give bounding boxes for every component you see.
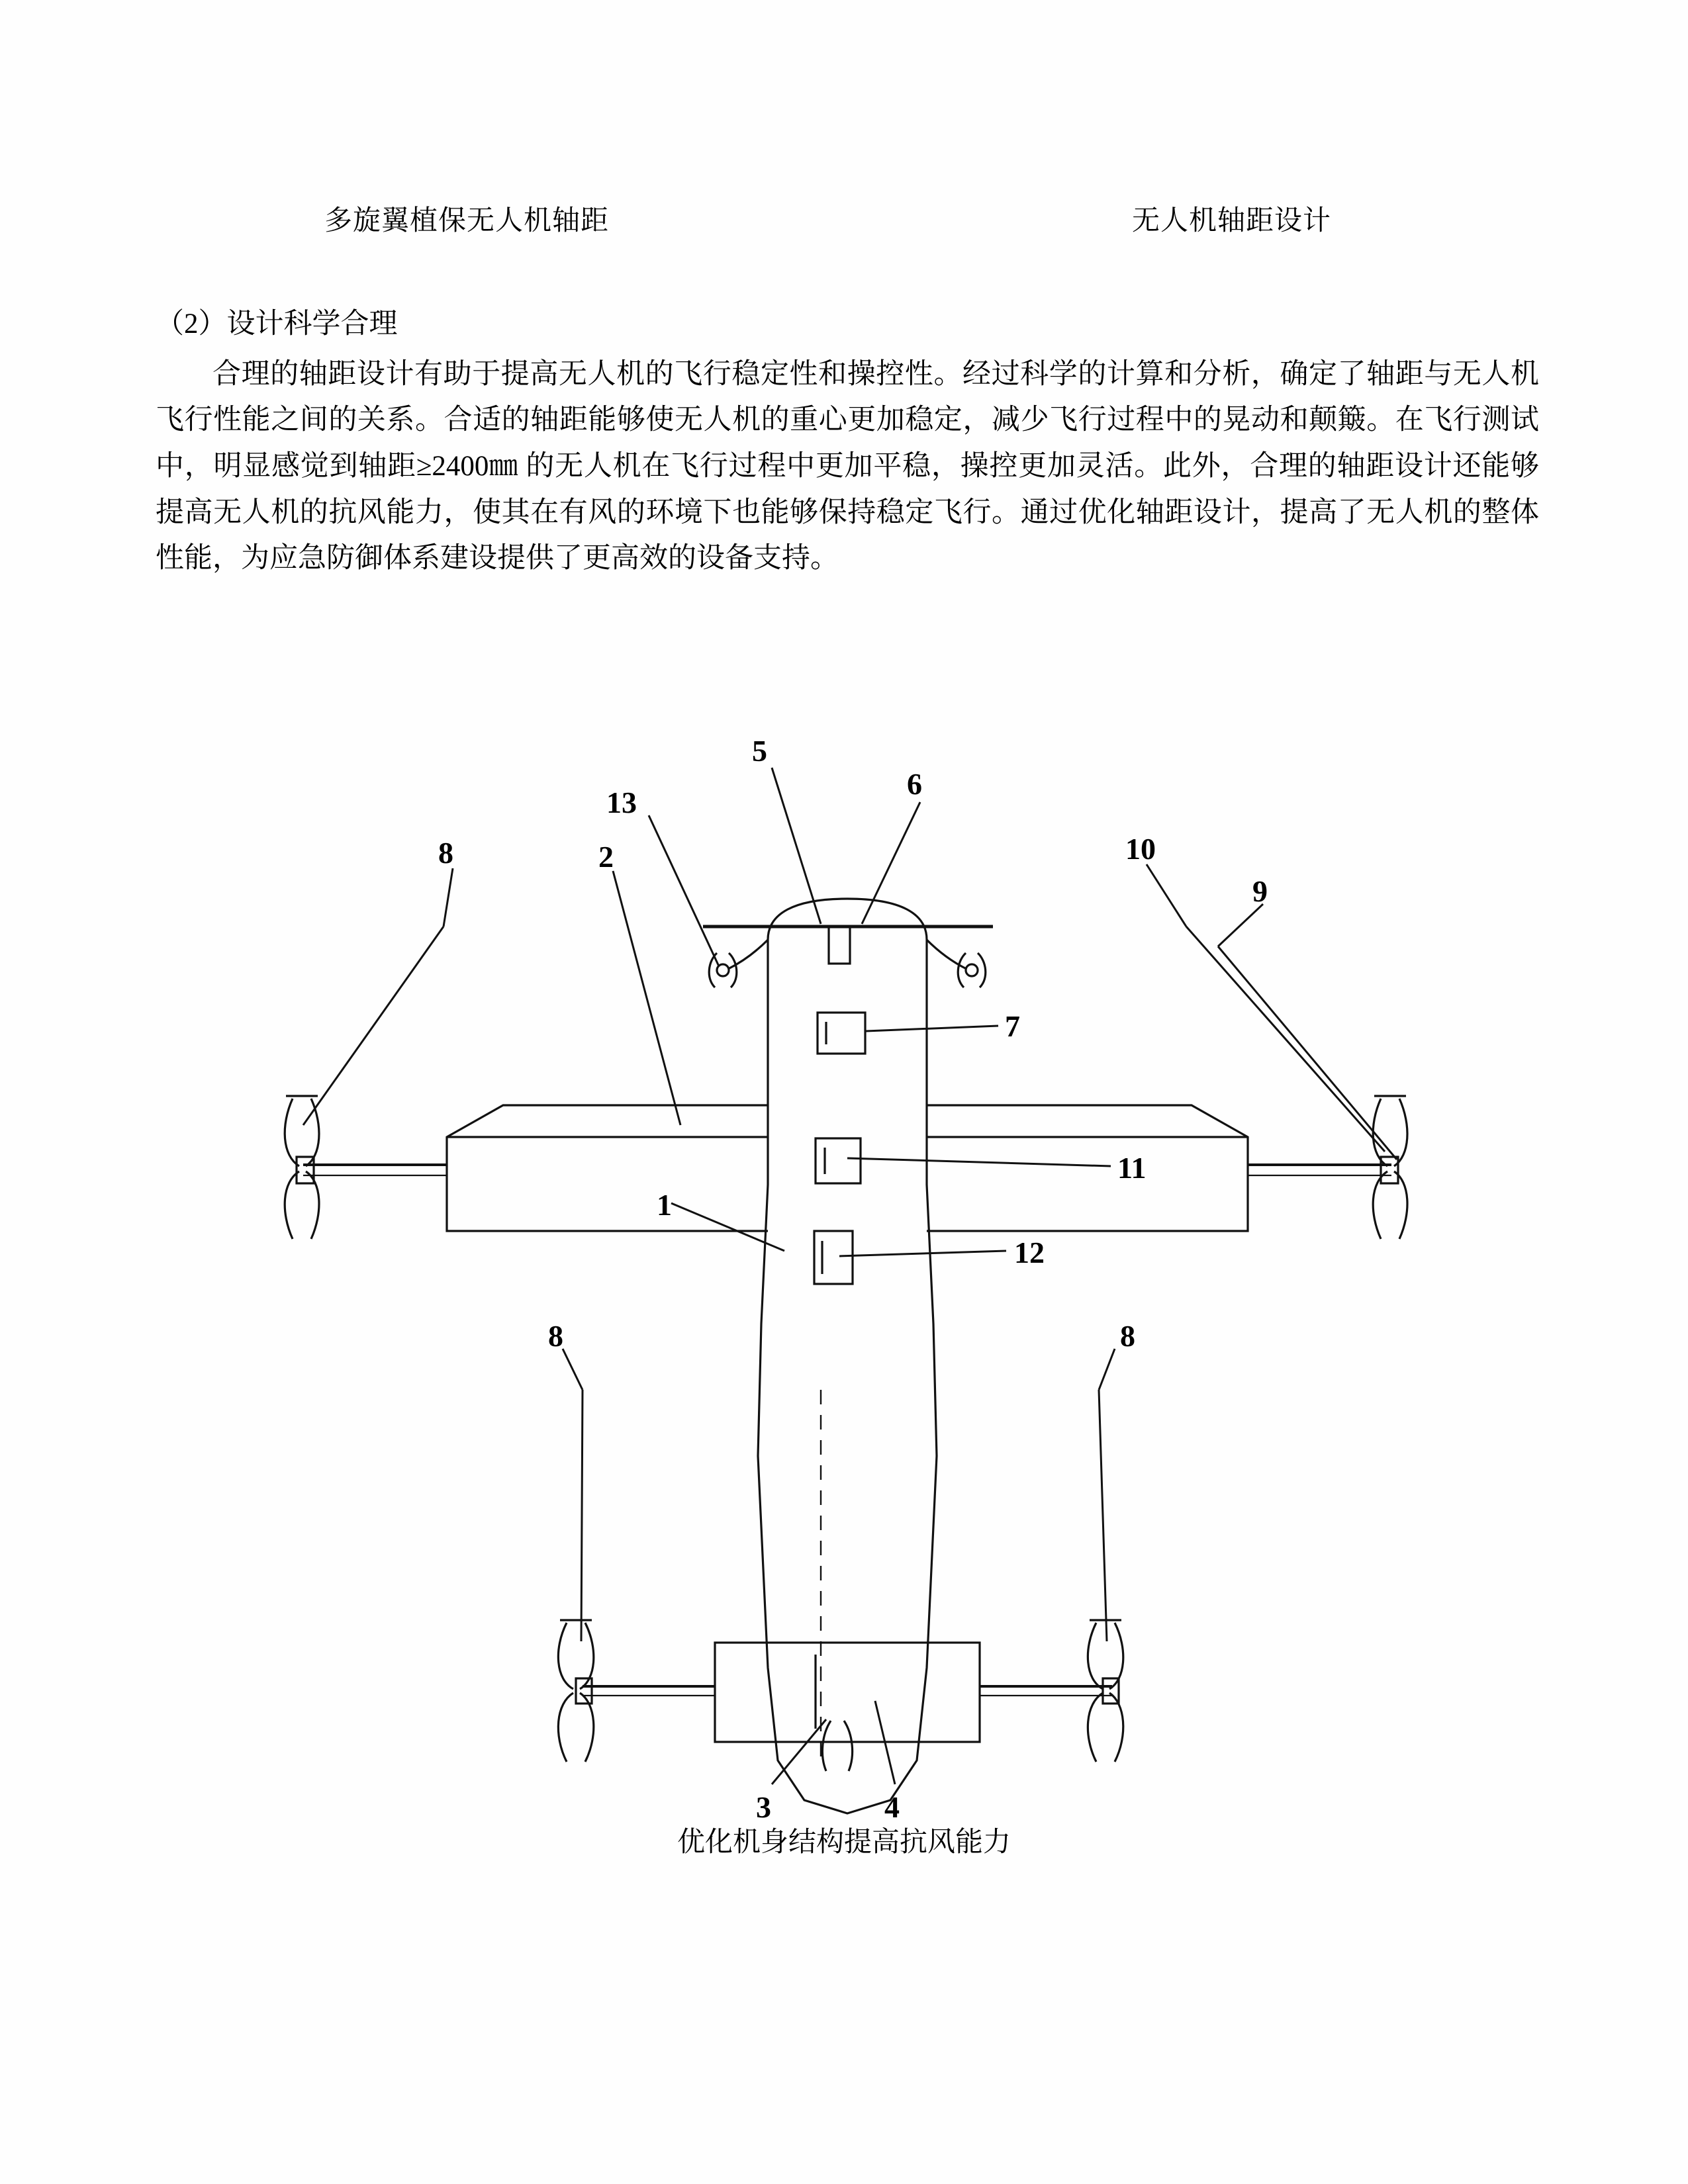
- callout-13: 13: [606, 786, 637, 819]
- callout-5: 5: [752, 734, 767, 768]
- section-paragraph: 合理的轴距设计有助于提高无人机的飞行稳定性和操控性。经过科学的计算和分析，确定了轴距与无人机飞行性能之间的关系。合适的轴距能够使无人机的重心更加稳定，减少飞行过程中的晃动和颠簸。在飞行测试中，明显感觉到轴距≥2400㎜ 的无人机在飞行过程中更加平稳，操控更加灵活。此外，合理的轴距设计还能够提高无人机的抗风能力，使其在有风的环境下也能够保持稳定飞行。通过优化轴距设计，提高了无人机的整体性能，为应急防御体系建设提供了更高效的设备支持。: [156, 358, 1539, 574]
- callout-10: 10: [1125, 832, 1156, 866]
- front-rotor-right: [927, 940, 986, 987]
- top-sensor-box: [829, 927, 850, 964]
- figure-container: [156, 728, 1539, 1853]
- callout-11: 11: [1117, 1151, 1147, 1185]
- callout-6: 6: [907, 767, 922, 801]
- callout-3: 3: [756, 1790, 771, 1824]
- tail-center-fin: [822, 1721, 852, 1771]
- callout-9: 9: [1252, 874, 1268, 908]
- leader-lines: [303, 768, 1397, 1784]
- callout-8-lowerright: 8: [1120, 1319, 1135, 1353]
- callout-8-topleft: 8: [438, 836, 453, 870]
- callout-8-lowerleft: 8: [548, 1319, 563, 1353]
- header-title-left: 多旋翼植保无人机轴距: [324, 206, 610, 236]
- left-wingtip-boom: [297, 1157, 447, 1183]
- right-wingtip-boom: [1248, 1157, 1398, 1183]
- callout-7: 7: [1005, 1009, 1020, 1043]
- callout-4: 4: [884, 1790, 900, 1824]
- fuselage-outline: [758, 899, 937, 1813]
- equipment-box-12: [814, 1231, 853, 1284]
- page-header: [159, 199, 1529, 238]
- right-wingtip-rotor: [1373, 1096, 1407, 1239]
- body-text-block: [156, 301, 1539, 582]
- equipment-box-7: [818, 1013, 865, 1054]
- figure-caption: 优化机身结构提高抗风能力: [677, 1827, 1011, 1858]
- section-heading: （2）设计科学合理: [156, 308, 398, 340]
- uav-diagram: [185, 728, 1509, 1827]
- callout-1: 1: [657, 1188, 672, 1222]
- callout-12: 12: [1014, 1236, 1045, 1269]
- tail-boom-left: [576, 1678, 715, 1704]
- header-title-right: 无人机轴距设计: [1132, 206, 1332, 236]
- equipment-box-11: [816, 1138, 861, 1183]
- callout-2: 2: [598, 840, 614, 874]
- tail-boom-right: [980, 1678, 1119, 1704]
